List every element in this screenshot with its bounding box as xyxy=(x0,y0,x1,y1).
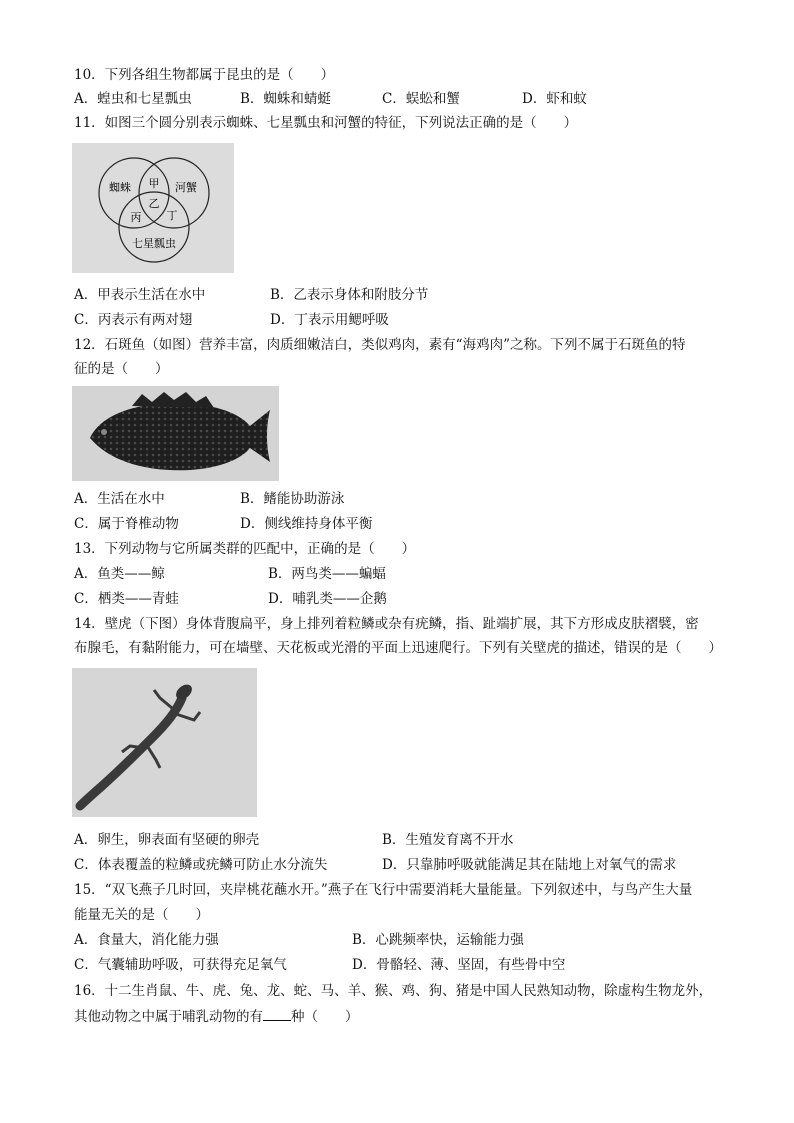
q13-option-d: D．哺乳类——企鹅 xyxy=(268,591,387,607)
q12-stem-line2: 征的是（ ） xyxy=(74,361,169,377)
q11-option-d: D．丁表示用鳃呼吸 xyxy=(270,312,389,328)
venn-diagram xyxy=(72,143,234,273)
venn-diagram-figure xyxy=(72,143,234,273)
q10-option-a: A．蝗虫和七星瓢虫 xyxy=(74,91,192,107)
q15-option-a: A．食量大，消化能力强 xyxy=(74,932,219,948)
venn-label-spider: 蜘蛛 xyxy=(109,181,131,194)
q14-option-a: A．卵生，卵表面有坚硬的卵壳 xyxy=(74,832,260,848)
q15-option-d: D．骨骼轻、薄、坚固，有些骨中空 xyxy=(352,957,566,973)
q10-option-c: C．蜈蚣和蟹 xyxy=(382,91,460,107)
q13-option-b: B．两鸟类——蝙蝠 xyxy=(268,566,386,582)
venn-region-yi: 乙 xyxy=(148,197,160,210)
venn-label-crab: 河蟹 xyxy=(175,181,197,194)
q12-option-b: B．鳍能协助游泳 xyxy=(240,491,345,507)
q12-option-a: A．生活在水中 xyxy=(74,491,165,507)
q14-option-b: B．生殖发育离不开水 xyxy=(382,832,514,848)
gecko-image xyxy=(72,668,257,817)
venn-label-ladybug: 七星瓢虫 xyxy=(132,237,176,250)
q11-option-b: B．乙表示身体和附肢分节 xyxy=(270,287,429,303)
q11-option-a: A．甲表示生活在水中 xyxy=(74,287,206,303)
q16-stem-text-after-blank: 种（ ） xyxy=(291,1009,359,1025)
q12-option-d: D．侧线维持身体平衡 xyxy=(240,516,373,532)
q10-option-b: B．蜘蛛和蜻蜓 xyxy=(240,91,331,107)
q10-option-d: D．虾和蚊 xyxy=(522,91,587,107)
venn-region-bing: 丙 xyxy=(130,211,142,224)
q15-stem-line1: 15．“双飞燕子几时回，夹岸桃花蘸水开。”燕子在飞行中需要消耗大量能量。下列叙述中，与鸟产生大量 xyxy=(74,882,693,898)
q12-option-c: C．属于脊椎动物 xyxy=(74,516,179,532)
q11-stem: 11．如图三个圆分别表示蜘蛛、七星瓢虫和河蟹的特征，下列说法正确的是（ ） xyxy=(74,115,578,131)
q16-stem-line1: 16．十二生肖鼠、牛、虎、兔、龙、蛇、马、羊、猴、鸡、狗、猪是中国人民熟知动物，除虚构生物龙外， xyxy=(74,983,713,999)
grouper-fish-image xyxy=(72,386,279,481)
q15-stem-line2: 能量无关的是（ ） xyxy=(74,907,209,923)
q15-option-b: B．心跳频率快，运输能力强 xyxy=(352,932,524,948)
q14-option-d: D．只靠肺呼吸就能满足其在陆地上对氧气的需求 xyxy=(382,857,677,873)
q12-stem-line1: 12．石斑鱼（如图）营养丰富，肉质细嫩洁白，类似鸡肉，素有“海鸡肉”之称。下列不属于石斑鱼的特 xyxy=(74,337,686,353)
venn-region-ding: 丁 xyxy=(166,209,178,222)
q14-option-c: C．体表覆盖的粒鳞或疣鳞可防止水分流失 xyxy=(74,857,328,873)
gecko-photo xyxy=(72,668,257,817)
q10-stem: 10．下列各组生物都属于昆虫的是（ ） xyxy=(74,67,335,83)
q15-option-c: C．气囊辅助呼吸，可获得充足氧气 xyxy=(74,957,287,973)
q11-option-c: C．丙表示有两对翅 xyxy=(74,312,193,328)
q14-stem-line2: 布腺毛，有黏附能力，可在墙壁、天花板或光滑的平面上迅速爬行。下列有关壁虎的描述，错误的是（ ） xyxy=(74,640,722,656)
q16-stem-line2 xyxy=(74,1007,359,1026)
grouper-fish-photo xyxy=(72,386,279,481)
q13-option-c: C．栖类——青蛙 xyxy=(74,591,179,607)
q16-answer-blank xyxy=(263,1007,291,1021)
q13-option-a: A．鱼类——鲸 xyxy=(74,566,165,582)
q13-stem: 13．下列动物与它所属类群的匹配中，正确的是（ ） xyxy=(74,541,416,557)
q16-stem-text-before-blank: 其他动物之中属于哺乳动物的有 xyxy=(74,1009,263,1025)
q14-stem-line1: 14．壁虎（下图）身体背腹扁平，身上排列着粒鳞或杂有疣鳞，指、趾端扩展，其下方形成皮肤褶襞，密 xyxy=(74,616,699,632)
venn-region-jia: 甲 xyxy=(148,177,160,190)
